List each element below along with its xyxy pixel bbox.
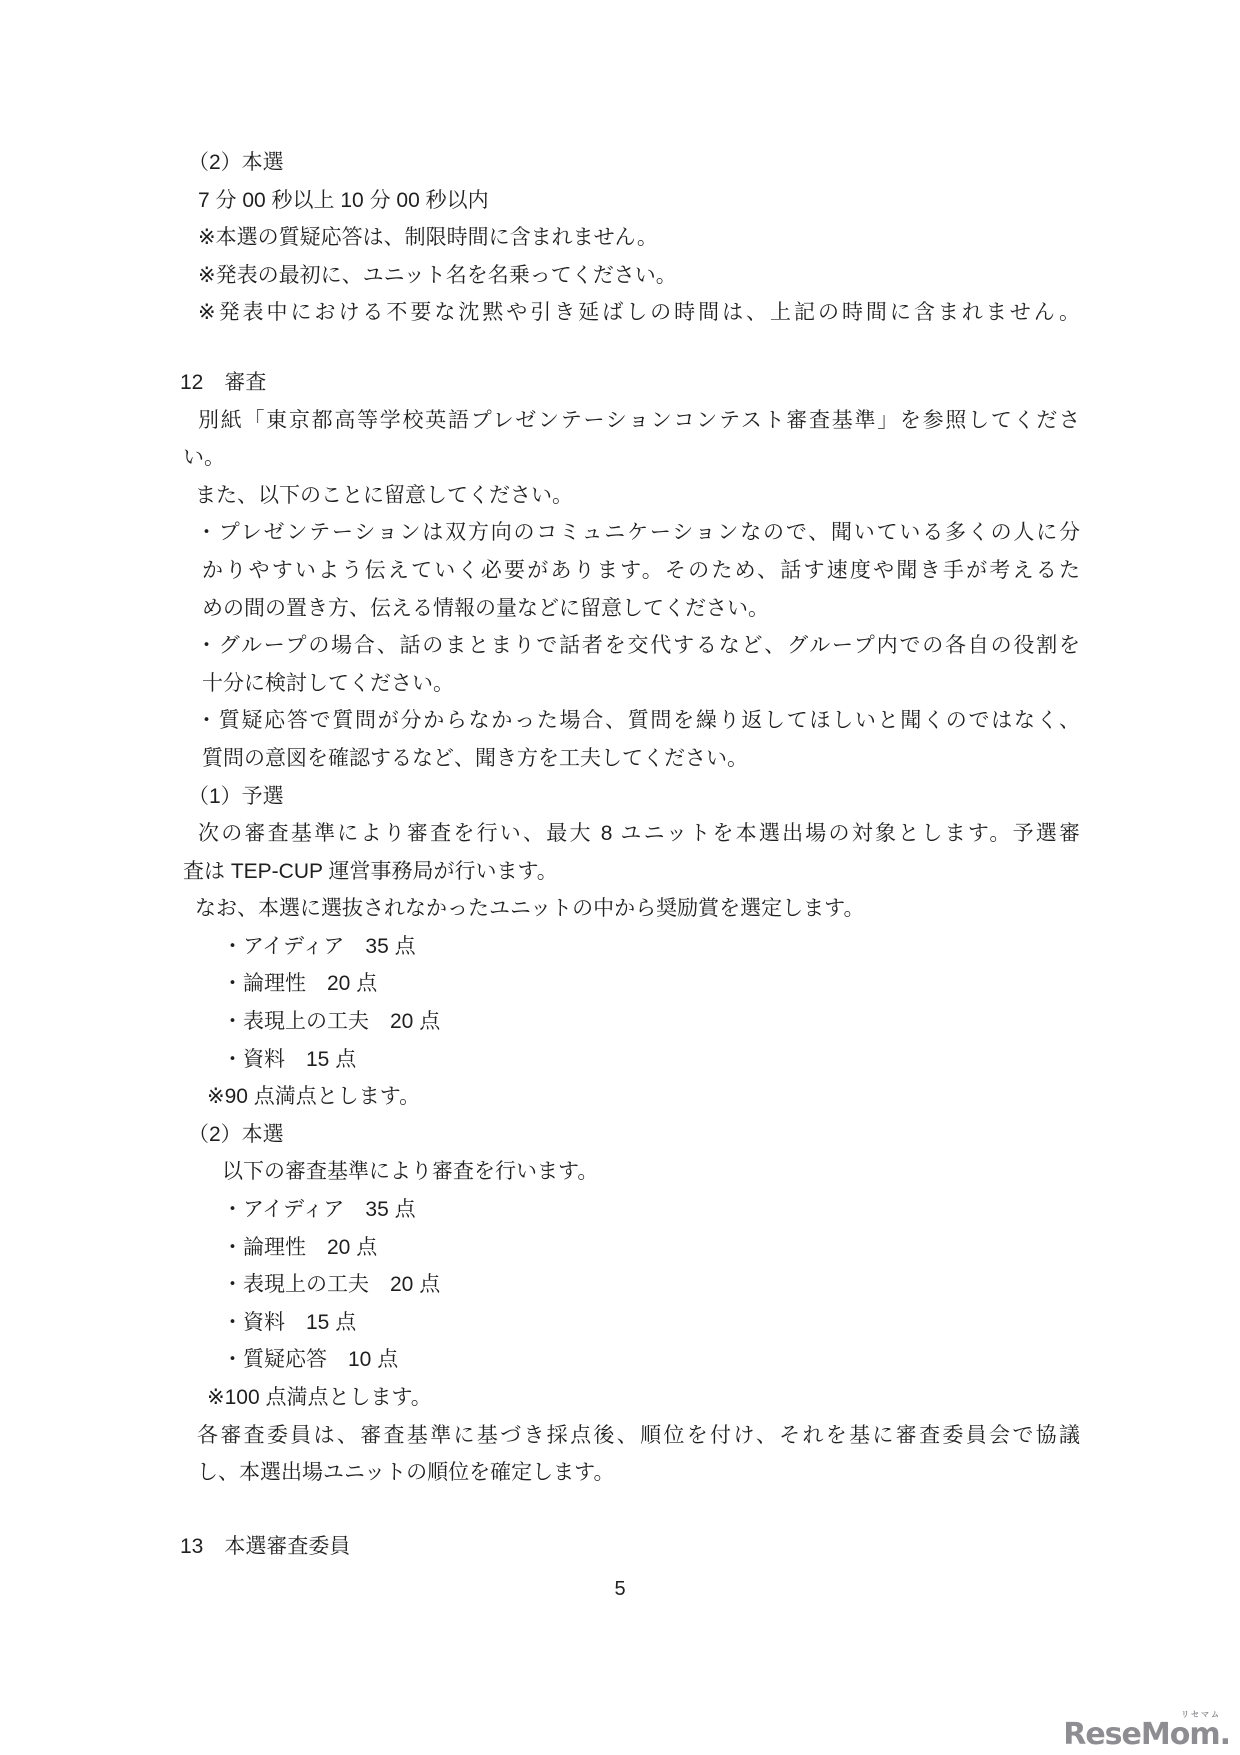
section-heading-13: 13 本選審査委員 (180, 1534, 351, 1558)
doc-line: 査は TEP-CUP 運営事務局が行います。 (183, 859, 558, 883)
criteria-item: ・論理性 20 点 (222, 1235, 378, 1259)
doc-line: 十分に検討してください。 (202, 671, 454, 695)
doc-line: めの間の置き方、伝える情報の量などに留意してください。 (202, 596, 769, 620)
note-line: ※100 点満点とします。 (207, 1386, 432, 1409)
bullet-item: ・プレゼンテーションは双方向のコミュニケーションなので、聞いている多くの人に分 (196, 521, 1080, 545)
resemom-logo (1063, 1711, 1230, 1750)
criteria-item: ・資料 15 点 (222, 1047, 357, 1071)
doc-line: また、以下のことに留意してください。 (195, 483, 573, 507)
doc-line: 各審査委員は、審査基準に基づき採点後、順位を付け、それを基に審査委員会で協議 (197, 1423, 1080, 1447)
criteria-item: ・アイディア 35 点 (222, 934, 416, 958)
note-line: ※90 点満点とします。 (207, 1085, 421, 1109)
doc-line: かりやすいよう伝えていく必要があります。そのため、話す速度や聞き手が考えるた (202, 558, 1080, 582)
bullet-item: ・質疑応答で質問が分からなかった場合、質問を繰り返してほしいと聞くのではなく、 (196, 709, 1080, 733)
doc-line: 以下の審査基準により審査を行います。 (222, 1160, 599, 1184)
criteria-item: ・論理性 20 点 (222, 972, 378, 996)
note-line: ※本選の質疑応答は、制限時間に含まれません。 (198, 226, 658, 250)
subsection-heading: （2）本選 (188, 151, 284, 174)
bullet-item: ・グループの場合、話のまとまりで話者を交代するなど、グループ内での各自の役割を (196, 634, 1080, 658)
criteria-item: ・表現上の工夫 20 点 (222, 1010, 441, 1034)
criteria-item: ・質疑応答 10 点 (222, 1348, 399, 1372)
logo-wordmark: ReseMom. (1063, 1717, 1230, 1752)
criteria-item: ・アイディア 35 点 (222, 1198, 416, 1222)
doc-line: し、本選出場ユニットの順位を確定します。 (197, 1461, 615, 1485)
doc-line: なお、本選に選抜されなかったユニットの中から奨励賞を選定します。 (195, 897, 865, 921)
doc-line: 7 分 00 秒以上 10 分 00 秒以内 (198, 188, 489, 212)
logo-ruby-text: リセマム (1181, 1710, 1221, 1719)
doc-line: 質問の意図を確認するなど、聞き方を工夫してください。 (202, 746, 748, 770)
document-body (180, 144, 1080, 1565)
note-line: ※発表の最初に、ユニット名を名乗ってください。 (198, 263, 677, 287)
doc-line: 別紙「東京都高等学校英語プレゼンテーションコンテスト審査基準」を参照してくださ (198, 408, 1080, 432)
doc-line: 次の審査基準により審査を行い、最大 8 ユニットを本選出場の対象とします。予選審 (198, 822, 1080, 846)
page-number: 5 (614, 1578, 626, 1600)
doc-line: い。 (183, 446, 225, 470)
note-line: ※発表中における不要な沈黙や引き延ばしの時間は、上記の時間に含まれません。 (198, 301, 1080, 325)
criteria-item: ・表現上の工夫 20 点 (222, 1273, 441, 1297)
subsection-heading: （1）予選 (188, 784, 284, 808)
subsection-heading: （2）本選 (188, 1122, 284, 1146)
criteria-item: ・資料 15 点 (222, 1310, 357, 1334)
section-heading-12: 12 審査 (180, 370, 267, 394)
